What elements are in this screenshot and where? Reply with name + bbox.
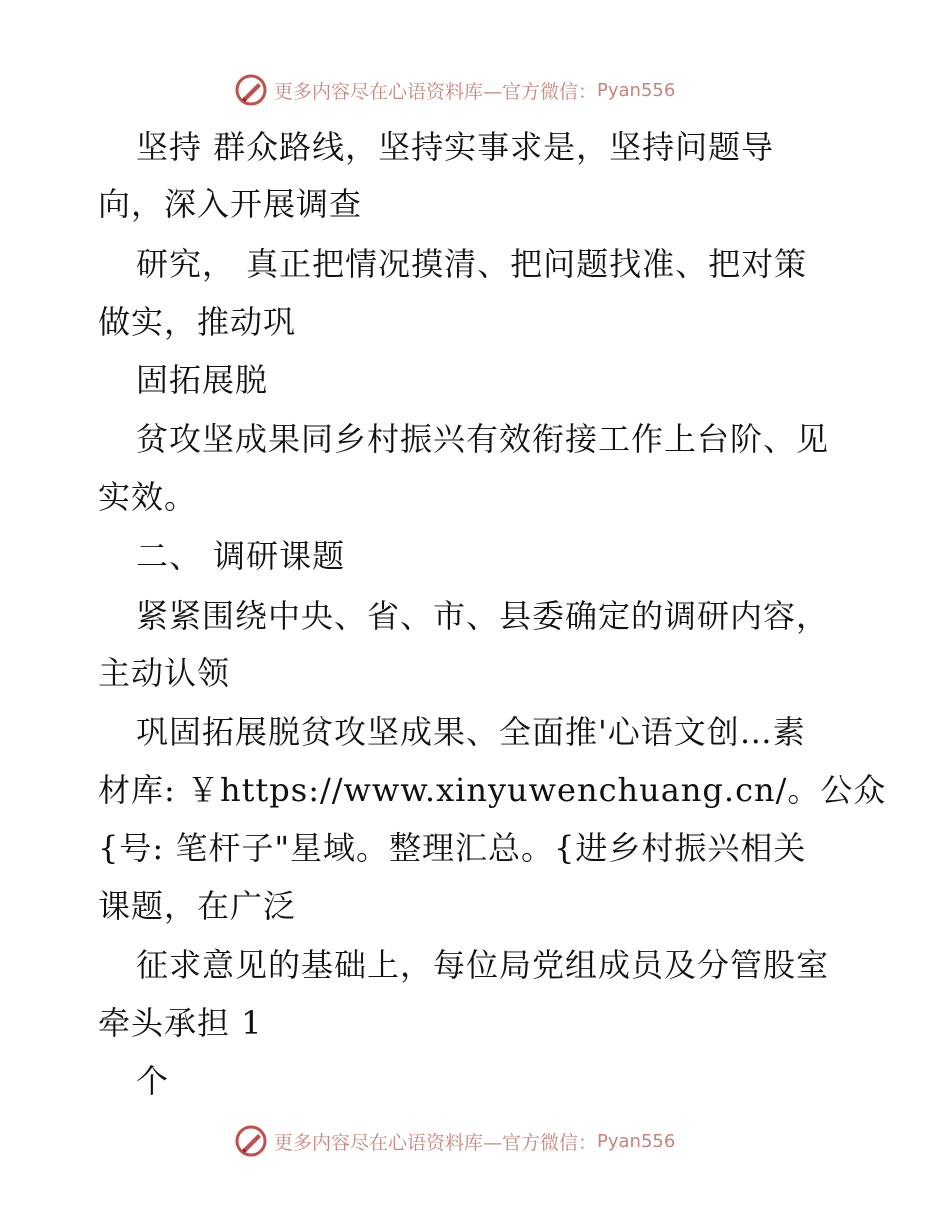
text-line: 材库: ￥https://www.xinyuwenchuang.cn/。公众 [98,771,887,809]
footer-banner [234,1121,675,1161]
text-line: 向，深入开展调查 [98,185,363,223]
logo-icon [234,1124,268,1158]
text-line: 主动认领 [98,654,231,692]
footer-banner-text: 更多内容尽在心语资料库—官方微信： [274,1131,598,1154]
text-line: {号: 笔杆子"星域。整理汇总。{进乡村振兴相关 [98,829,807,867]
text-line: 做实，推动巩 [98,303,297,341]
text-line: 牵头承担 1 [98,1004,263,1042]
header-wechat-id: Pyan556 [597,79,676,101]
text-line: 贫攻坚成果同乡村振兴有效衔接工作上台阶、见 [136,420,830,458]
header-banner-text: 更多内容尽在心语资料库—官方微信： [274,80,598,103]
footer-wechat-id: Pyan556 [597,1130,676,1152]
text-line: 巩固拓展脱贫攻坚成果、全面推'心语文创…素 [136,713,806,751]
text-line: 固拓展脱 [136,361,269,399]
text-line: 坚持 群众路线，坚持实事求是，坚持问题导 [136,128,775,166]
logo-icon [234,73,268,107]
text-line: 实效。 [98,478,198,516]
text-line: 紧紧围绕中央、省、市、县委确定的调研内容， [136,597,830,635]
text-line: 个 [136,1062,170,1100]
text-line: 课题，在广泛 [98,887,297,925]
text-line: 研究， 真正把情况摸清、把问题找准、把对策 [136,245,808,283]
header-banner [234,70,675,110]
text-line: 征求意见的基础上，每位局党组成员及分管股室 [136,946,830,984]
section-heading: 二、 调研课题 [136,537,346,575]
